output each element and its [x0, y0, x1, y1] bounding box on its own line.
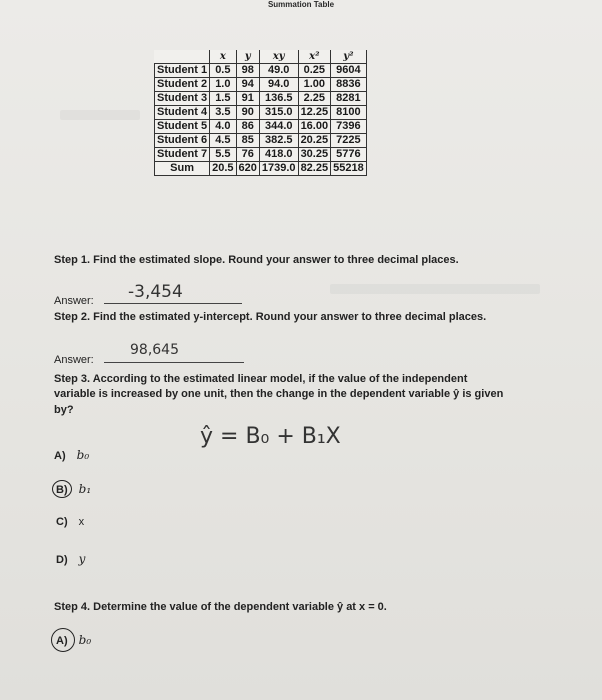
step3-option-b[interactable]: [56, 482, 91, 496]
table-cell: 16.00: [298, 120, 331, 134]
table-cell: Student 6: [155, 134, 210, 148]
table-cell: 4.0: [210, 120, 236, 134]
table-cell: 5776: [331, 148, 367, 162]
table-cell: 8836: [331, 78, 367, 92]
table-sum-row: [155, 162, 367, 176]
bleed-through-mark: [60, 110, 140, 120]
step1-handwritten-answer: -3,454: [128, 282, 183, 302]
table-cell: 5.5: [210, 148, 236, 162]
table-cell: Student 3: [155, 92, 210, 106]
table-cell: 7396: [331, 120, 367, 134]
step1-answer-line: [104, 303, 242, 304]
table-cell: 3.5: [210, 106, 236, 120]
option-letter: B): [56, 484, 68, 496]
option-letter: A): [54, 450, 66, 462]
table-cell: 315.0: [259, 106, 298, 120]
step3-option-c[interactable]: [56, 516, 84, 528]
table-cell: 1.0: [210, 78, 236, 92]
table-cell: 7225: [331, 134, 367, 148]
table-cell: 620: [236, 162, 259, 176]
option-letter: D): [56, 554, 68, 566]
table-cell: 8100: [331, 106, 367, 120]
step1-question: Step 1. Find the estimated slope. Round your answer to three decimal places.: [54, 254, 459, 266]
step4-option-a[interactable]: [56, 633, 91, 647]
table-cell: 82.25: [298, 162, 331, 176]
table-cell: 9604: [331, 64, 367, 78]
step3-option-d[interactable]: [56, 552, 85, 566]
step2-answer-line: [104, 362, 244, 363]
table-cell: 20.5: [210, 162, 236, 176]
table-row: [155, 92, 367, 106]
table-row: [155, 134, 367, 148]
step3-question-line1: Step 3. According to the estimated linear model, if the value of the independent: [54, 373, 468, 385]
table-cell: 30.25: [298, 148, 331, 162]
table-header-cell: x: [210, 50, 236, 64]
step3-question-line3: by?: [54, 404, 74, 416]
table-cell: Student 1: [155, 64, 210, 78]
step2-answer-label: Answer:: [54, 354, 94, 366]
table-cell: 86: [236, 120, 259, 134]
table-header-cell: [155, 50, 210, 64]
table-cell: Student 7: [155, 148, 210, 162]
option-value: y: [78, 552, 86, 566]
table-cell: Student 2: [155, 78, 210, 92]
table-row: [155, 106, 367, 120]
table-header-cell: xy: [259, 50, 298, 64]
table-cell: 1739.0: [259, 162, 298, 176]
table-cell: 382.5: [259, 134, 298, 148]
step4-question: Step 4. Determine the value of the dependent variable ŷ at x = 0.: [54, 601, 387, 613]
table-header-cell: y: [236, 50, 259, 64]
option-letter: A): [56, 635, 68, 647]
table-cell: 12.25: [298, 106, 331, 120]
table-cell: 20.25: [298, 134, 331, 148]
option-value: b₀: [76, 448, 90, 462]
option-value: b₀: [78, 633, 92, 647]
table-row: [155, 78, 367, 92]
step3-question-line2: variable is increased by one unit, then the change in the dependent variable ŷ is given: [54, 388, 504, 400]
table-cell: 418.0: [259, 148, 298, 162]
table-cell: 1.5: [210, 92, 236, 106]
table-cell: 91: [236, 92, 259, 106]
table-cell: 55218: [331, 162, 367, 176]
table-cell: 90: [236, 106, 259, 120]
summation-table: [154, 50, 367, 176]
table-cell: 98: [236, 64, 259, 78]
step2-handwritten-answer: 98,645: [130, 342, 179, 358]
table-cell: Student 5: [155, 120, 210, 134]
table-cell: 1.00: [298, 78, 331, 92]
bleed-through-mark: [330, 284, 540, 294]
option-value: b₁: [78, 482, 92, 496]
table-header-cell: x²: [298, 50, 331, 64]
table-cell: 76: [236, 148, 259, 162]
table-header-cell: y²: [331, 50, 367, 64]
step3-handwritten-formula: ŷ = B₀ + B₁X: [200, 424, 341, 449]
option-value: x: [78, 516, 85, 528]
table-row: [155, 148, 367, 162]
table-cell: 94.0: [259, 78, 298, 92]
table-cell: 49.0: [259, 64, 298, 78]
table-cell: 8281: [331, 92, 367, 106]
table-cell: 4.5: [210, 134, 236, 148]
table-cell: 0.5: [210, 64, 236, 78]
table-cell: 136.5: [259, 92, 298, 106]
table-row: [155, 120, 367, 134]
table-cell: 94: [236, 78, 259, 92]
option-letter: C): [56, 516, 68, 528]
step3-option-a[interactable]: [54, 448, 89, 462]
page-title: Summation Table: [267, 0, 335, 9]
table-cell: 344.0: [259, 120, 298, 134]
table-cell: 2.25: [298, 92, 331, 106]
table-cell: Sum: [155, 162, 210, 176]
table-cell: 85: [236, 134, 259, 148]
table-row: [155, 64, 367, 78]
table-cell: Student 4: [155, 106, 210, 120]
table-cell: 0.25: [298, 64, 331, 78]
step2-question: Step 2. Find the estimated y-intercept. Round your answer to three decimal places.: [54, 311, 487, 323]
table-header-row: [155, 50, 367, 64]
step1-answer-label: Answer:: [54, 295, 94, 307]
